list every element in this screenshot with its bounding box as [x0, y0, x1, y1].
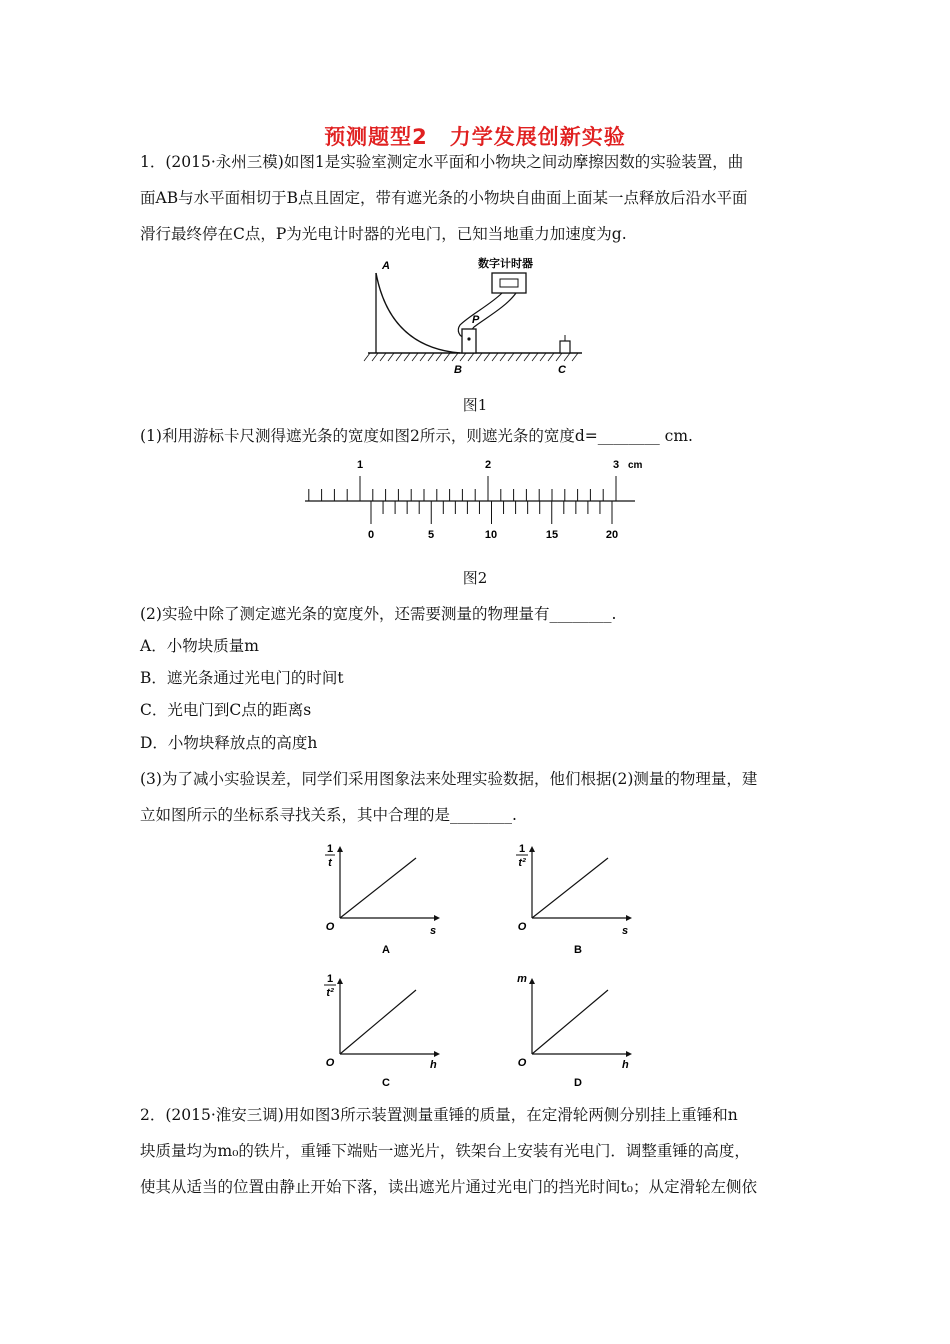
figure-1-caption: 图1 — [462, 396, 488, 414]
figure-2-caption: 图2 — [462, 569, 488, 587]
graph-b-caption: B — [574, 944, 582, 956]
label-a: A — [382, 260, 390, 272]
graph-c-y-num: 1 — [326, 973, 334, 985]
q1-line-2: 面AB与水平面相切于B点且固定，带有遮光条的小物块自曲面上面某一点释放后沿水平面 — [140, 189, 748, 207]
graph-a — [316, 840, 446, 958]
q2-line-2: 块质量均为m₀的铁片，重锤下端贴一遮光片，铁架台上安装有光电门．调整重锤的高度， — [140, 1142, 750, 1160]
graph-c-caption: C — [382, 1077, 390, 1088]
main-label-2: 2 — [484, 459, 492, 471]
graph-d-line — [532, 990, 608, 1054]
q2-line-1: 2．(2015·淮安三调)用如图3所示装置测量重锤的质量，在定滑轮两侧分别挂上重锤和n — [140, 1106, 738, 1124]
photogate — [462, 329, 476, 353]
vernier-label-20: 20 — [605, 529, 619, 541]
graph-b — [508, 840, 638, 958]
q1-line-3: 滑行最终停在C点，P为光电计时器的光电门，已知当地重力加速度为g. — [140, 225, 627, 243]
graph-c-x-label: h — [430, 1059, 437, 1071]
graph-d-caption: D — [574, 1077, 582, 1088]
graph-a-origin: O — [325, 921, 335, 933]
graph-a-caption: A — [382, 944, 390, 956]
vernier-label-0: 0 — [367, 529, 375, 541]
graph-c — [316, 970, 446, 1088]
curved-track — [376, 273, 460, 353]
graph-c-y-den: t² — [326, 987, 334, 999]
unit-label: cm — [628, 460, 643, 471]
graph-d-origin: O — [517, 1057, 527, 1069]
graph-d-y-label: m — [517, 973, 527, 985]
q1-part-2: (2)实验中除了测定遮光条的宽度外，还需要测量的物理量有________. — [140, 605, 617, 623]
vernier-label-10: 10 — [484, 529, 498, 541]
graph-c-origin: O — [325, 1057, 335, 1069]
graph-b-x-label: s — [622, 925, 629, 937]
graph-b-origin: O — [517, 921, 527, 933]
figure-2-vernier — [300, 456, 660, 548]
q2-line-3: 使其从适当的位置由静止开始下落，读出遮光片通过光电门的挡光时间t₀；从定滑轮左侧依 — [140, 1178, 757, 1196]
block-at-c — [560, 341, 570, 353]
graph-a-line — [340, 858, 416, 918]
graph-a-x-label: s — [430, 925, 437, 937]
graph-a-y-num: 1 — [326, 843, 334, 855]
q1-part-3-line-2: 立如图所示的坐标系寻找关系，其中合理的是________. — [140, 806, 517, 824]
q1-line-1: 1．(2015·永州三模)如图1是实验室测定水平面和小物块之间动摩擦因数的实验装置，曲 — [140, 153, 744, 171]
vernier-label-5: 5 — [427, 529, 435, 541]
ground-hatching — [364, 353, 578, 361]
label-c: C — [558, 364, 566, 376]
label-b: B — [454, 364, 462, 376]
page-title: 预测题型2 力学发展创新实验 — [324, 125, 626, 149]
graph-d-x-label: h — [622, 1059, 629, 1071]
q1-part-1: (1)利用游标卡尺测得遮光条的宽度如图2所示，则遮光条的宽度d=________ cm. — [140, 427, 693, 445]
graph-a-y-den: t — [328, 857, 332, 869]
vernier-label-15: 15 — [545, 529, 559, 541]
label-p: P — [472, 314, 480, 326]
timer-label: 数字计时器 — [478, 258, 533, 270]
graph-b-y-den: t² — [518, 857, 526, 869]
q1-part-3-line-1: (3)为了减小实验误差，同学们采用图象法来处理实验数据，他们根据(2)测量的物理量，建 — [140, 770, 758, 788]
figure-1-apparatus — [360, 255, 600, 380]
main-label-3: 3 — [612, 459, 620, 471]
option-b: B．遮光条通过光电门的时间t — [140, 669, 344, 687]
graph-b-y-num: 1 — [518, 843, 526, 855]
option-c: C．光电门到C点的距离s — [140, 701, 312, 719]
option-a: A．小物块质量m — [140, 637, 259, 655]
main-label-1: 1 — [356, 459, 364, 471]
option-d: D．小物块释放点的高度h — [140, 734, 318, 752]
graph-c-line — [340, 990, 416, 1054]
graph-d — [508, 970, 638, 1088]
graph-b-line — [532, 858, 608, 918]
